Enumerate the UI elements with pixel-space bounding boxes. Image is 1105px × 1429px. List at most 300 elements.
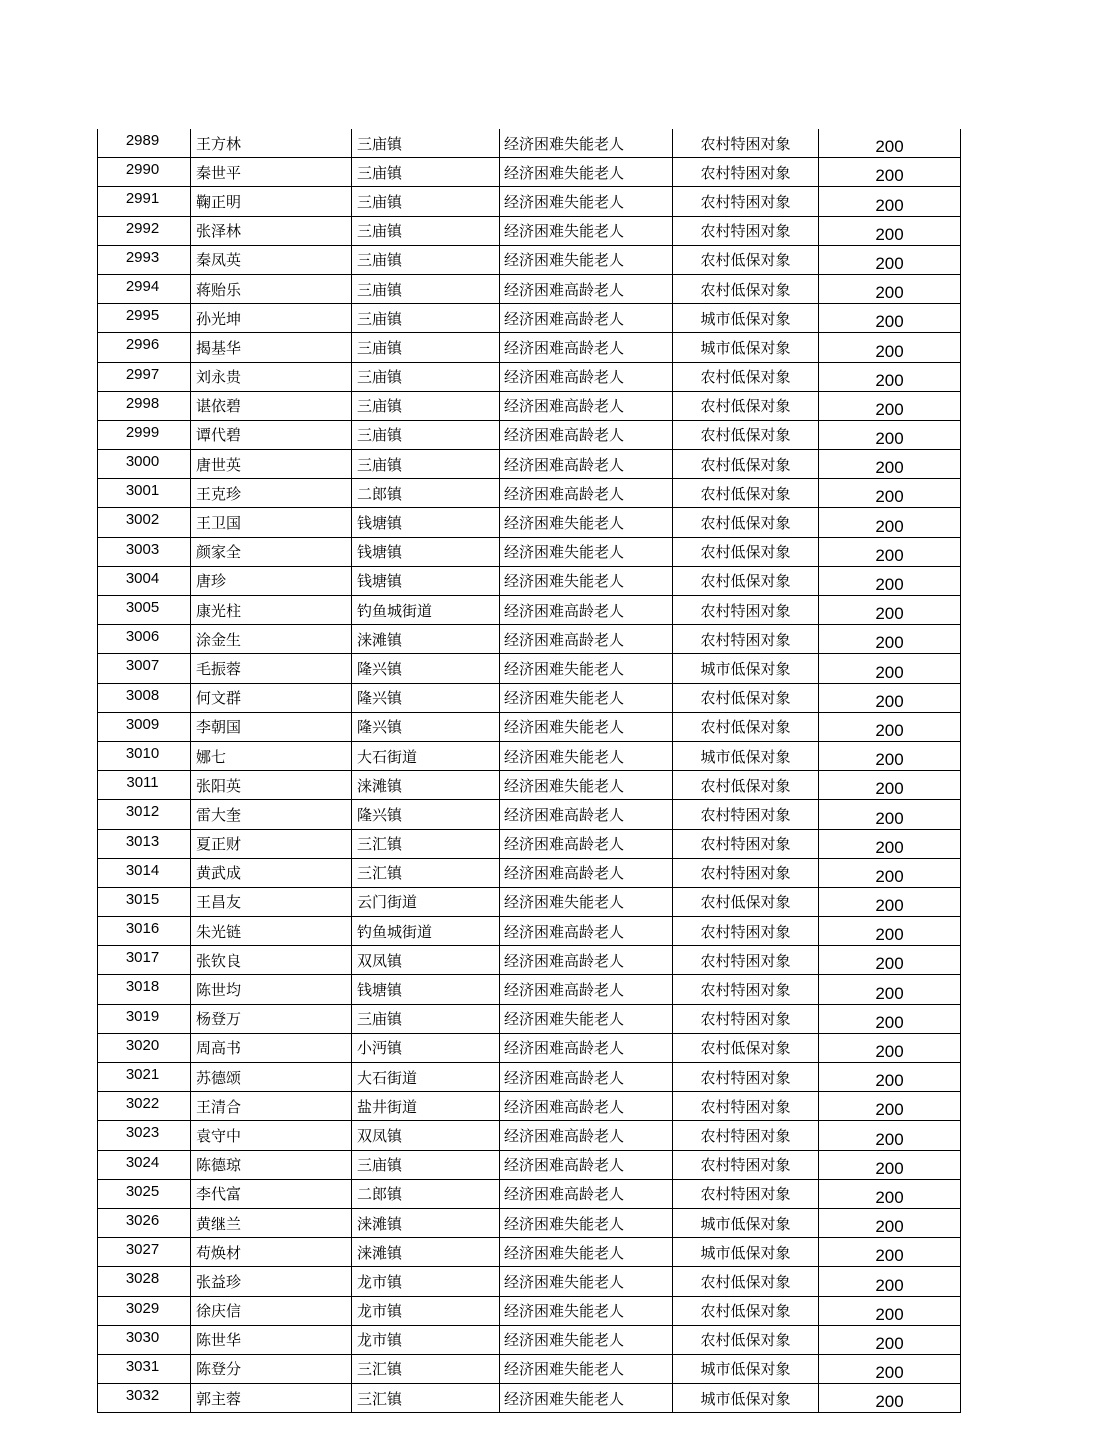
- name-cell: 鞠正明: [191, 187, 352, 216]
- town-cell: 钱塘镇: [352, 975, 500, 1004]
- row-number-cell: 3004: [98, 566, 191, 595]
- row-number-cell: 3010: [98, 741, 191, 770]
- town-cell: 隆兴镇: [352, 712, 500, 741]
- amount-cell: 200: [819, 741, 961, 770]
- row-number-cell: 3009: [98, 712, 191, 741]
- row-number-cell: 3030: [98, 1325, 191, 1354]
- amount-cell: 200: [819, 654, 961, 683]
- table-row: [98, 129, 961, 158]
- table-row: [98, 858, 961, 887]
- row-number-cell: 2991: [98, 187, 191, 216]
- elderly-type-cell: 经济困难失能老人: [500, 771, 673, 800]
- name-cell: 杨登万: [191, 1004, 352, 1033]
- elderly-type-cell: 经济困难高龄老人: [500, 333, 673, 362]
- row-number-cell: 3029: [98, 1296, 191, 1325]
- name-cell: 谌依碧: [191, 391, 352, 420]
- assistance-category-cell: 农村特困对象: [673, 216, 819, 245]
- table-row: [98, 946, 961, 975]
- table-row: [98, 1267, 961, 1296]
- name-cell: 苟焕材: [191, 1238, 352, 1267]
- amount-cell: 200: [819, 566, 961, 595]
- assistance-category-cell: 农村特困对象: [673, 129, 819, 158]
- town-cell: 涞滩镇: [352, 1238, 500, 1267]
- row-number-cell: 3026: [98, 1208, 191, 1237]
- table-row: [98, 625, 961, 654]
- assistance-category-cell: 农村特困对象: [673, 1121, 819, 1150]
- table-row: [98, 566, 961, 595]
- table-row: [98, 596, 961, 625]
- elderly-type-cell: 经济困难高龄老人: [500, 917, 673, 946]
- row-number-cell: 3014: [98, 858, 191, 887]
- assistance-category-cell: 农村特困对象: [673, 917, 819, 946]
- row-number-cell: 3011: [98, 771, 191, 800]
- data-table: [97, 129, 961, 1413]
- amount-cell: 200: [819, 858, 961, 887]
- name-cell: 孙光坤: [191, 304, 352, 333]
- name-cell: 朱光链: [191, 917, 352, 946]
- town-cell: 三庙镇: [352, 391, 500, 420]
- table-row: [98, 917, 961, 946]
- town-cell: 涞滩镇: [352, 625, 500, 654]
- elderly-type-cell: 经济困难高龄老人: [500, 596, 673, 625]
- name-cell: 涂金生: [191, 625, 352, 654]
- table-row: [98, 450, 961, 479]
- row-number-cell: 3027: [98, 1238, 191, 1267]
- row-number-cell: 3005: [98, 596, 191, 625]
- assistance-category-cell: 农村特困对象: [673, 625, 819, 654]
- table-row: [98, 1296, 961, 1325]
- amount-cell: 200: [819, 1267, 961, 1296]
- elderly-type-cell: 经济困难失能老人: [500, 1208, 673, 1237]
- row-number-cell: 2992: [98, 216, 191, 245]
- row-number-cell: 3012: [98, 800, 191, 829]
- assistance-category-cell: 农村特困对象: [673, 1004, 819, 1033]
- elderly-type-cell: 经济困难失能老人: [500, 887, 673, 916]
- assistance-category-cell: 农村低保对象: [673, 274, 819, 303]
- table-row: [98, 712, 961, 741]
- name-cell: 张泽林: [191, 216, 352, 245]
- row-number-cell: 3024: [98, 1150, 191, 1179]
- town-cell: 三庙镇: [352, 216, 500, 245]
- assistance-category-cell: 城市低保对象: [673, 654, 819, 683]
- row-number-cell: 3002: [98, 508, 191, 537]
- elderly-type-cell: 经济困难高龄老人: [500, 391, 673, 420]
- table-row: [98, 1354, 961, 1383]
- name-cell: 唐珍: [191, 566, 352, 595]
- elderly-type-cell: 经济困难高龄老人: [500, 1063, 673, 1092]
- town-cell: 云门街道: [352, 887, 500, 916]
- town-cell: 钓鱼城街道: [352, 917, 500, 946]
- elderly-type-cell: 经济困难高龄老人: [500, 800, 673, 829]
- amount-cell: 200: [819, 304, 961, 333]
- assistance-category-cell: 农村低保对象: [673, 771, 819, 800]
- elderly-type-cell: 经济困难高龄老人: [500, 479, 673, 508]
- row-number-cell: 2995: [98, 304, 191, 333]
- row-number-cell: 3006: [98, 625, 191, 654]
- amount-cell: 200: [819, 333, 961, 362]
- amount-cell: 200: [819, 274, 961, 303]
- row-number-cell: 2990: [98, 158, 191, 187]
- table-row: [98, 654, 961, 683]
- town-cell: 三庙镇: [352, 187, 500, 216]
- elderly-type-cell: 经济困难高龄老人: [500, 362, 673, 391]
- table-row: [98, 1063, 961, 1092]
- amount-cell: 200: [819, 1121, 961, 1150]
- amount-cell: 200: [819, 391, 961, 420]
- name-cell: 雷大奎: [191, 800, 352, 829]
- amount-cell: 200: [819, 596, 961, 625]
- row-number-cell: 3028: [98, 1267, 191, 1296]
- name-cell: 黄继兰: [191, 1208, 352, 1237]
- amount-cell: 200: [819, 829, 961, 858]
- assistance-category-cell: 农村低保对象: [673, 1325, 819, 1354]
- name-cell: 王清合: [191, 1092, 352, 1121]
- name-cell: 蒋贻乐: [191, 274, 352, 303]
- amount-cell: 200: [819, 158, 961, 187]
- elderly-type-cell: 经济困难高龄老人: [500, 975, 673, 1004]
- elderly-type-cell: 经济困难高龄老人: [500, 829, 673, 858]
- table-row: [98, 420, 961, 449]
- row-number-cell: 3022: [98, 1092, 191, 1121]
- table-row: [98, 1121, 961, 1150]
- row-number-cell: 3015: [98, 887, 191, 916]
- name-cell: 何文群: [191, 683, 352, 712]
- row-number-cell: 3025: [98, 1179, 191, 1208]
- elderly-type-cell: 经济困难失能老人: [500, 1325, 673, 1354]
- assistance-category-cell: 农村特困对象: [673, 596, 819, 625]
- elderly-type-cell: 经济困难高龄老人: [500, 420, 673, 449]
- assistance-category-cell: 农村低保对象: [673, 362, 819, 391]
- row-number-cell: 2998: [98, 391, 191, 420]
- table-row: [98, 829, 961, 858]
- name-cell: 张钦良: [191, 946, 352, 975]
- table-row: [98, 391, 961, 420]
- row-number-cell: 2989: [98, 129, 191, 158]
- assistance-category-cell: 农村特困对象: [673, 975, 819, 1004]
- elderly-type-cell: 经济困难失能老人: [500, 1354, 673, 1383]
- assistance-category-cell: 城市低保对象: [673, 1354, 819, 1383]
- amount-cell: 200: [819, 1325, 961, 1354]
- elderly-type-cell: 经济困难失能老人: [500, 1384, 673, 1413]
- amount-cell: 200: [819, 245, 961, 274]
- name-cell: 王卫国: [191, 508, 352, 537]
- town-cell: 三汇镇: [352, 1354, 500, 1383]
- town-cell: 双凤镇: [352, 1121, 500, 1150]
- table-row: [98, 1004, 961, 1033]
- amount-cell: 200: [819, 537, 961, 566]
- name-cell: 陈德琼: [191, 1150, 352, 1179]
- name-cell: 陈登分: [191, 1354, 352, 1383]
- name-cell: 秦凤英: [191, 245, 352, 274]
- name-cell: 王克珍: [191, 479, 352, 508]
- town-cell: 钱塘镇: [352, 566, 500, 595]
- name-cell: 颜家全: [191, 537, 352, 566]
- amount-cell: 200: [819, 508, 961, 537]
- row-number-cell: 3018: [98, 975, 191, 1004]
- elderly-type-cell: 经济困难高龄老人: [500, 858, 673, 887]
- assistance-category-cell: 城市低保对象: [673, 333, 819, 362]
- name-cell: 夏正财: [191, 829, 352, 858]
- table-row: [98, 216, 961, 245]
- name-cell: 揭基华: [191, 333, 352, 362]
- table-row: [98, 1179, 961, 1208]
- town-cell: 双凤镇: [352, 946, 500, 975]
- name-cell: 徐庆信: [191, 1296, 352, 1325]
- town-cell: 三庙镇: [352, 274, 500, 303]
- table-row: [98, 1092, 961, 1121]
- name-cell: 李代富: [191, 1179, 352, 1208]
- assistance-category-cell: 农村低保对象: [673, 479, 819, 508]
- table-row: [98, 537, 961, 566]
- name-cell: 谭代碧: [191, 420, 352, 449]
- table-row: [98, 975, 961, 1004]
- assistance-category-cell: 农村特困对象: [673, 829, 819, 858]
- town-cell: 三庙镇: [352, 362, 500, 391]
- amount-cell: 200: [819, 1179, 961, 1208]
- amount-cell: 200: [819, 1208, 961, 1237]
- row-number-cell: 3021: [98, 1063, 191, 1092]
- table-row: [98, 683, 961, 712]
- assistance-category-cell: 城市低保对象: [673, 1384, 819, 1413]
- town-cell: 三汇镇: [352, 858, 500, 887]
- row-number-cell: 3008: [98, 683, 191, 712]
- assistance-category-cell: 农村低保对象: [673, 450, 819, 479]
- elderly-type-cell: 经济困难失能老人: [500, 566, 673, 595]
- elderly-type-cell: 经济困难高龄老人: [500, 1092, 673, 1121]
- town-cell: 钱塘镇: [352, 508, 500, 537]
- name-cell: 张阳英: [191, 771, 352, 800]
- table-row: [98, 187, 961, 216]
- name-cell: 李朝国: [191, 712, 352, 741]
- amount-cell: 200: [819, 1354, 961, 1383]
- name-cell: 周高书: [191, 1033, 352, 1062]
- elderly-type-cell: 经济困难失能老人: [500, 537, 673, 566]
- name-cell: 王昌友: [191, 887, 352, 916]
- elderly-type-cell: 经济困难高龄老人: [500, 1150, 673, 1179]
- table-row: [98, 1208, 961, 1237]
- assistance-category-cell: 农村低保对象: [673, 245, 819, 274]
- row-number-cell: 3000: [98, 450, 191, 479]
- row-number-cell: 3032: [98, 1384, 191, 1413]
- row-number-cell: 3001: [98, 479, 191, 508]
- assistance-category-cell: 农村特困对象: [673, 1063, 819, 1092]
- town-cell: 隆兴镇: [352, 800, 500, 829]
- town-cell: 三汇镇: [352, 829, 500, 858]
- amount-cell: 200: [819, 1092, 961, 1121]
- table-row: [98, 887, 961, 916]
- elderly-type-cell: 经济困难失能老人: [500, 1296, 673, 1325]
- row-number-cell: 2997: [98, 362, 191, 391]
- town-cell: 龙市镇: [352, 1267, 500, 1296]
- row-number-cell: 2993: [98, 245, 191, 274]
- row-number-cell: 3013: [98, 829, 191, 858]
- elderly-type-cell: 经济困难高龄老人: [500, 1033, 673, 1062]
- town-cell: 龙市镇: [352, 1325, 500, 1354]
- assistance-category-cell: 农村特困对象: [673, 187, 819, 216]
- amount-cell: 200: [819, 187, 961, 216]
- assistance-category-cell: 农村低保对象: [673, 1296, 819, 1325]
- assistance-category-cell: 农村特困对象: [673, 158, 819, 187]
- amount-cell: 200: [819, 1150, 961, 1179]
- elderly-type-cell: 经济困难失能老人: [500, 187, 673, 216]
- name-cell: 唐世英: [191, 450, 352, 479]
- assistance-category-cell: 城市低保对象: [673, 1208, 819, 1237]
- elderly-type-cell: 经济困难失能老人: [500, 158, 673, 187]
- town-cell: 二郎镇: [352, 1179, 500, 1208]
- row-number-cell: 2994: [98, 274, 191, 303]
- table-row: [98, 479, 961, 508]
- name-cell: 郭主蓉: [191, 1384, 352, 1413]
- elderly-type-cell: 经济困难高龄老人: [500, 1121, 673, 1150]
- name-cell: 秦世平: [191, 158, 352, 187]
- row-number-cell: 2999: [98, 420, 191, 449]
- elderly-type-cell: 经济困难失能老人: [500, 1267, 673, 1296]
- elderly-type-cell: 经济困难失能老人: [500, 654, 673, 683]
- town-cell: 二郎镇: [352, 479, 500, 508]
- elderly-type-cell: 经济困难高龄老人: [500, 1179, 673, 1208]
- row-number-cell: 3020: [98, 1033, 191, 1062]
- town-cell: 龙市镇: [352, 1296, 500, 1325]
- amount-cell: 200: [819, 1004, 961, 1033]
- table-row: [98, 1384, 961, 1413]
- amount-cell: 200: [819, 420, 961, 449]
- assistance-category-cell: 农村低保对象: [673, 887, 819, 916]
- table-row: [98, 304, 961, 333]
- table-row: [98, 333, 961, 362]
- name-cell: 刘永贵: [191, 362, 352, 391]
- town-cell: 涞滩镇: [352, 1208, 500, 1237]
- amount-cell: 200: [819, 887, 961, 916]
- assistance-category-cell: 农村低保对象: [673, 712, 819, 741]
- town-cell: 三庙镇: [352, 333, 500, 362]
- elderly-type-cell: 经济困难高龄老人: [500, 304, 673, 333]
- assistance-category-cell: 农村特困对象: [673, 1092, 819, 1121]
- amount-cell: 200: [819, 771, 961, 800]
- amount-cell: 200: [819, 800, 961, 829]
- name-cell: 王方林: [191, 129, 352, 158]
- town-cell: 三庙镇: [352, 1150, 500, 1179]
- town-cell: 三汇镇: [352, 1384, 500, 1413]
- amount-cell: 200: [819, 1238, 961, 1267]
- table-row: [98, 1325, 961, 1354]
- assistance-category-cell: 城市低保对象: [673, 741, 819, 770]
- amount-cell: 200: [819, 625, 961, 654]
- row-number-cell: 2996: [98, 333, 191, 362]
- amount-cell: 200: [819, 917, 961, 946]
- name-cell: 陈世华: [191, 1325, 352, 1354]
- town-cell: 小沔镇: [352, 1033, 500, 1062]
- amount-cell: 200: [819, 1033, 961, 1062]
- name-cell: 袁守中: [191, 1121, 352, 1150]
- amount-cell: 200: [819, 712, 961, 741]
- elderly-type-cell: 经济困难失能老人: [500, 712, 673, 741]
- town-cell: 三庙镇: [352, 245, 500, 274]
- assistance-category-cell: 农村低保对象: [673, 420, 819, 449]
- amount-cell: 200: [819, 1384, 961, 1413]
- town-cell: 隆兴镇: [352, 654, 500, 683]
- elderly-type-cell: 经济困难高龄老人: [500, 946, 673, 975]
- name-cell: 毛振蓉: [191, 654, 352, 683]
- town-cell: 三庙镇: [352, 1004, 500, 1033]
- assistance-category-cell: 农村特困对象: [673, 1179, 819, 1208]
- town-cell: 三庙镇: [352, 304, 500, 333]
- elderly-type-cell: 经济困难失能老人: [500, 741, 673, 770]
- elderly-type-cell: 经济困难失能老人: [500, 245, 673, 274]
- assistance-category-cell: 农村特困对象: [673, 1150, 819, 1179]
- assistance-category-cell: 农村低保对象: [673, 566, 819, 595]
- elderly-type-cell: 经济困难失能老人: [500, 1238, 673, 1267]
- town-cell: 三庙镇: [352, 158, 500, 187]
- amount-cell: 200: [819, 975, 961, 1004]
- table-row: [98, 274, 961, 303]
- table-row: [98, 800, 961, 829]
- name-cell: 张益珍: [191, 1267, 352, 1296]
- table-row: [98, 771, 961, 800]
- town-cell: 涞滩镇: [352, 771, 500, 800]
- amount-cell: 200: [819, 216, 961, 245]
- amount-cell: 200: [819, 683, 961, 712]
- name-cell: 黄武成: [191, 858, 352, 887]
- amount-cell: 200: [819, 1296, 961, 1325]
- table-row: [98, 245, 961, 274]
- name-cell: 康光柱: [191, 596, 352, 625]
- table-row: [98, 508, 961, 537]
- assistance-category-cell: 农村特困对象: [673, 946, 819, 975]
- amount-cell: 200: [819, 450, 961, 479]
- table-row: [98, 1238, 961, 1267]
- name-cell: 娜七: [191, 741, 352, 770]
- assistance-category-cell: 城市低保对象: [673, 304, 819, 333]
- table-row: [98, 362, 961, 391]
- town-cell: 大石街道: [352, 741, 500, 770]
- row-number-cell: 3007: [98, 654, 191, 683]
- elderly-type-cell: 经济困难失能老人: [500, 508, 673, 537]
- elderly-type-cell: 经济困难失能老人: [500, 129, 673, 158]
- town-cell: 三庙镇: [352, 129, 500, 158]
- town-cell: 大石街道: [352, 1063, 500, 1092]
- table-body: [98, 129, 961, 1413]
- amount-cell: 200: [819, 1063, 961, 1092]
- row-number-cell: 3017: [98, 946, 191, 975]
- table-row: [98, 741, 961, 770]
- amount-cell: 200: [819, 946, 961, 975]
- row-number-cell: 3031: [98, 1354, 191, 1383]
- assistance-category-cell: 农村低保对象: [673, 537, 819, 566]
- table-row: [98, 158, 961, 187]
- elderly-type-cell: 经济困难高龄老人: [500, 625, 673, 654]
- amount-cell: 200: [819, 129, 961, 158]
- assistance-category-cell: 农村特困对象: [673, 800, 819, 829]
- assistance-category-cell: 城市低保对象: [673, 1238, 819, 1267]
- amount-cell: 200: [819, 362, 961, 391]
- elderly-type-cell: 经济困难失能老人: [500, 683, 673, 712]
- elderly-type-cell: 经济困难高龄老人: [500, 274, 673, 303]
- table-row: [98, 1033, 961, 1062]
- town-cell: 盐井街道: [352, 1092, 500, 1121]
- name-cell: 陈世均: [191, 975, 352, 1004]
- row-number-cell: 3023: [98, 1121, 191, 1150]
- assistance-category-cell: 农村低保对象: [673, 1033, 819, 1062]
- row-number-cell: 3003: [98, 537, 191, 566]
- elderly-type-cell: 经济困难高龄老人: [500, 450, 673, 479]
- elderly-type-cell: 经济困难失能老人: [500, 1004, 673, 1033]
- elderly-type-cell: 经济困难失能老人: [500, 216, 673, 245]
- assistance-category-cell: 农村低保对象: [673, 1267, 819, 1296]
- assistance-category-cell: 农村低保对象: [673, 683, 819, 712]
- town-cell: 三庙镇: [352, 420, 500, 449]
- town-cell: 三庙镇: [352, 450, 500, 479]
- town-cell: 隆兴镇: [352, 683, 500, 712]
